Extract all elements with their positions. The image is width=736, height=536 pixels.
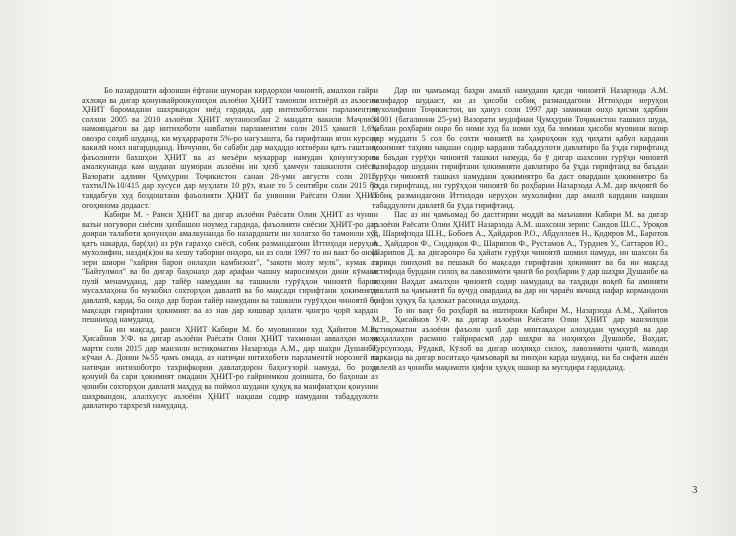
right-text-column bbox=[372, 86, 668, 372]
paragraph: Кабири М. - Раиси ҲНИТ ва дигар аъзоёни Раёсати Олии ҲНИТ аз чунин вазъи ногувори сиёсии ҳизбашон ноумед гардида, фаъолияти сиёсии ҲНИТ-ро дар доираи талаботи қонунҳои амалкунанда бо назардошти ин холатхо бо тамоюли худ қатъ накарда, бар(ҳи) аз рӯи ғаразҳо сиёсӣ, собик размандагони Иттиҳоди неруҳои мухолифин, назди(к)он ва хешу табории онҳоро, ки аз соли 1997 то ин вакт бо онҳо зери шиори "хайрия барои онлаҳои камбизоат", "закоти молу мулк", кумак аз "Байтулмол" ва бо дигар баҳонаҳо дар арафаи чашну маросимҳои дини кӯмаки пулй менамуданд, дар тайёр намудани ва ташкили гурӯҳҳои чиноятӣ барои мусаллаҳона бо мукобил сохторҳои давлатӣ ва бо мақсади гирифтани ҳокимияти давлатӣ, карда, бо онҳо дар бораи тайёр намудани ва ташкили гурӯҳҳои чиноятӣ бо мақсади гирифтани ҳокимият ва аз нав дар кишвар ҳолати ҷангро ҷорӣ кардан пешниҳод намуданд. bbox=[82, 210, 378, 325]
page-number: 3 bbox=[692, 484, 698, 496]
paragraph: Дар ин ҷамъомад баҳри амалй намудани қасди чиноятй Назарзода А.М. вазифадор шудааст, ки аз ҳисоби собиқ размандагони Иттиҳоди неруҳои мухолифини Тоҷикистон, ки ҳануз соли 1997 дар замимаи онҳо қисми ҳарбии 31001 (баталиони 25-ум) Вазорати мудофиаи Ҷумҳурии Тоҷикистон ташкил шуда, ҳаблан роҳбарии онро бо номи худ ба номи худ ба зиммаи ҳисоби муовини вазир дар муддати 5 сол бо сохти чиноятӣ ва ҳамроҳони худ ҷиҳати қабул кардани ҳокимият таҳияи нақшаи содир кардани табаддулоти давлатиро ба ӯҳда гирифтанд ва баъдан гурӯҳи чиноятӣ ташкил намуда, ба ӯ дигар шахсони гурӯҳи чиноятӣ вазифадор шудани гирифтани ҳокимияти давлатиро ба ӯҳда гирифтанд ва баъдан гурӯҳи чиноятӣ ташкил намудани ҳокимиятро ба даст овардани ҳокимиятро ба ӯҳда гирифтанд, ин гурӯҳҳои чиноятӣ бо роҳбарии Назарзода А.М. дар якҷоягӣ бо собиқ размандагони Иттиҳоди неруҳои мухолифин дар амалӣ кардани нақшаи табаддулоти давлатӣ ба ӯҳда гирифтанд. bbox=[372, 86, 668, 210]
paragraph: Ба ин мақсад, раиси ҲНИТ Кабири М. бо муовинони худ Ҳайитов М.Р., Ҳисайнов У.Ф. ва дигар аъзоёни Раёсати Олии ҲНИТ тахминан аввалҳои моҳи марти соли 2015 дар манзилн истиқоматии Назарзода А.М., дар шаҳри Душанбе, кӯчаи А. Донии №55 ҷамъ омада, аз натиҷаи интихоботи парламентй норозигй ва натиҷаи интихоботро тахрифкории давлатдорон баҳогузорй намуда, бо роҳи қонунй ба сари ҳокимият омадани ҲНИТ-ро ғайриимкон доништа, бо баҳонаи аз ҷониби сохторҳои давлатӣ маҳдуд ва поймол шудани ҳуқуқ ва манфиатҳои қонунии шаҳрвандон, алалхусус аъзоёни ҲНИТ нақшаи содир намудани табаддулоти давлатиро тархрезӣ намуданд. bbox=[82, 324, 378, 411]
paragraph: То ин вақт бо роҳбарӣ ва иштироки Кабири М., Назарзода А.М., Ҳайитов М.Р., Ҳисайнов У.Ф. ва дигар аъзоёни Раёсати Олии ҲНИТ дар манзилҳои истиқоматии аъзоёни фаъоли ҳизб дар минтақаҳои алоҳидаи ҷумҳурӣ ва дар маҳаллаҳои расмию ғайрирасмӣ дар шаҳри ва ноҳияҳои Душанбе, Вахдат, Турсунзода, Рӯдакӣ, Кӯлоб ва дигар ноҳияҳо силоҳ, лавозимоти ҷангӣ, маводи тарканда ва дигар воситаҳо ҷамъоварӣ ва пинҳон карда шуданд, ки ба сифати ашёи далелӣ аз ҷониби мақомоти ҳифзи ҳуқуқ ошкор ва мусодира гардиданд. bbox=[372, 305, 668, 372]
left-text-column bbox=[82, 86, 378, 411]
paragraph: Бо назардошти афзоиши ёфтани шумораи кирдорхои чиноятй, амалхои ғайри ахлоқи ва дигар қонунвайронкуниҳои аъзоёни ҲНИТ тамоюли ихтиёрӣ аз аъзогии ҲНИТ баромадани шахрвандон зиёд гардида, дар интихоботхои парламентии солхои 2005 ва 2010 аъзоёни ҲНИТ мутаносибан 2 мандати вакили Маҷлиси намояндагон ва дар интихоботи навбатии парламентии соли 2015 ҳамагӣ 1,6% овозро соҳиб шуданд, ки муҳаррарoти 5%-ро нагузашта, ба гирифтани ягон курсии вакилӣ ноил нагардиданд. Инчунин, бо сабаби дар маҳаддо ихтиёран қатъ гаштани фаъолияти бахшҳои ҲНИТ ва аз меъёри мукаррар намудан қонунгузории амалкунанда кам шудани шумораи аъзоёни ин ҳизб ҳамчун ташкилоти сиёсӣ, Вазорати адлияи Ҷумҳурии Тоҷикистон санаи 28-уми августи соли 2015, тахтиЛ№10/415 дар хусуси дар муҳлати 10 рӯз, яъне то 5 сентябри соли 2015 бо тавдабгуи худ боздоштани фаъолияти ҲНИТ ба унвонии Раёсати Олии ҲНИТ огоҳинома додааст. bbox=[82, 86, 378, 210]
paragraph: Пас аз ин ҷамъомад бо дастгирии моддӣ ва маънавии Кабири М. ва дигар аъзоёни Раёсати Олии ҲНИТ Назарзода А.М. шахсони зерин: Саидов Ш.С., Уроқов Т., Шарифзода Ш.Н., Бобоев А., Ҳайдаров Р.О., Абдуллоев Н., Қодиров М., Баротов А., Ҳайдаров Ф., Сиддиқов Ф., Шарипов Ф., Рустамов А., Турдиев У., Саттаров Ю., Шарипов Д. ва дигаронро ба ҳайати гурӯҳи чиноятӣ шомил намуда, ин шахсон ба тариқи пинҳонӣ ва пешакӣ бо мақсади гирифтани ҳокимият ва ба ин мақсад истифода бурдани силоҳ ва лавозимоти ҷангӣ бо роҳбарии ӯ дар шаҳри Душанбе ва ноҳияи Ваҳдат амалҳои ҷиноятӣ содир намуданд ва таҳдиди воқеӣ ба амнияти давлатӣ ва ҷамъиятӣ ба вуҷуд оварданд ва дар ин ҷараён якчанд нафар кормандони ҳифзи ҳуқуқ ба ҳалокат расонида шуданд. bbox=[372, 210, 668, 306]
